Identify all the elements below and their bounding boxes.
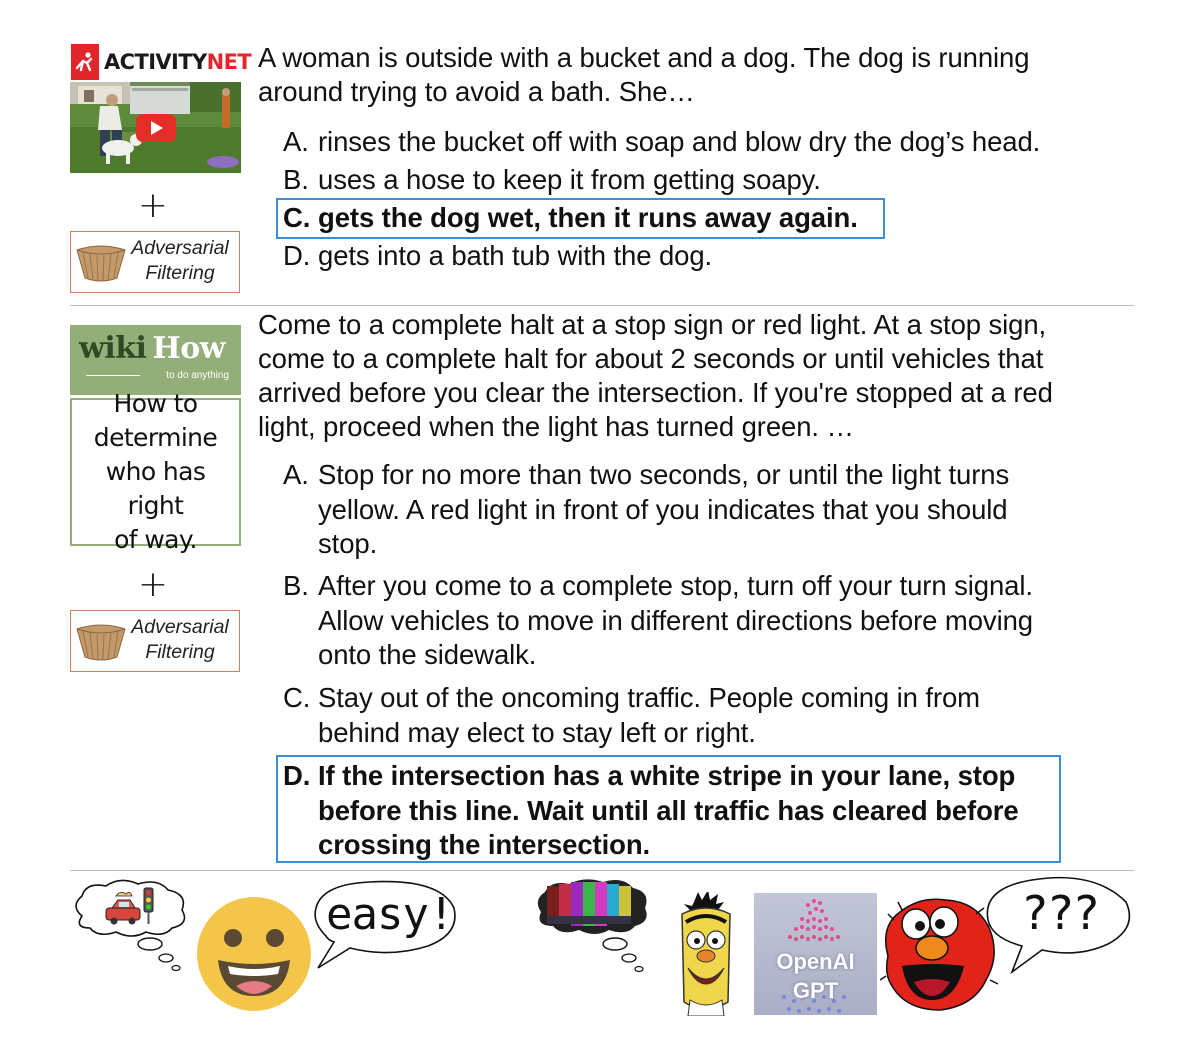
model-thought-cloud (531, 876, 653, 976)
ending-option-c-1: C. gets the dog wet, then it runs away again. (283, 202, 858, 233)
context-text-2: Come to a complete halt at a stop sign or red light. At a stop sign, come to a complete halt for about 2 seconds or until vehicles that arrived before you clear the intersection. If you're stopped at a red light, proceed when the light has turned green. … (258, 309, 1053, 442)
ending-option-b-2: B. After you come to a complete stop, turn off your turn signal. Allow vehicles to move in different directions before moving onto the sidewalk. (283, 570, 1033, 670)
openai-gpt-tile (754, 893, 877, 1015)
plus-sign-2: + (137, 564, 169, 605)
human-speech-text: easy! (326, 889, 454, 940)
bert-character-icon (664, 892, 748, 1016)
ending-option-b-1: B. uses a hose to keep it from getting soapy. (283, 164, 821, 195)
ending-option-a-1: A. rinses the bucket off with soap and blow dry the dog’s head. (283, 126, 1041, 157)
coffee-filter-icon (75, 623, 127, 663)
activitynet-wordmark: ACTIVITYNET (104, 50, 252, 74)
ending-option-d-2: D. If the intersection has a white stripe in your lane, stop before this line. Wait until all traffic has cleared before crossing the intersection. (283, 760, 1019, 860)
adversarial-filtering-label-2: Adversarial Filtering (131, 616, 229, 663)
human-thought-cloud (68, 876, 190, 972)
video-thumbnail[interactable] (70, 82, 241, 173)
adversarial-filtering-badge-1 (70, 231, 240, 293)
gpt-label-line1: OpenAI (776, 949, 855, 974)
grinning-face-icon (196, 896, 312, 1012)
gpt-label-line2: GPT (792, 978, 839, 1003)
activitynet-logo (71, 44, 252, 80)
model-speech-text: ??? (1021, 886, 1099, 940)
ending-option-c-2: C. Stay out of the oncoming traffic. People coming in from behind may elect to stay left or right. (283, 682, 980, 748)
ending-option-a-2: A. Stop for no more than two seconds, or until the light turns yellow. A red light in front of you indicates that you should stop. (283, 459, 1010, 559)
activitynet-mark-icon (71, 44, 99, 80)
elmo-character-icon (880, 896, 998, 1012)
wikihow-logo: wiki How to do anything (70, 325, 241, 395)
context-text-1: A woman is outside with a bucket and a dog. The dog is running around trying to avoid a bath. She… (258, 42, 1030, 107)
coffee-filter-icon (75, 244, 127, 284)
ending-option-d-1: D. gets into a bath tub with the dog. (283, 240, 713, 271)
adversarial-filtering-badge-2 (70, 610, 240, 672)
adversarial-filtering-label-1: Adversarial Filtering (131, 237, 229, 284)
section-divider-2 (70, 870, 1134, 871)
article-title-box: How to determine who has right of way. (70, 398, 241, 546)
plus-sign-1: + (137, 185, 169, 226)
section-divider-1 (70, 305, 1134, 306)
